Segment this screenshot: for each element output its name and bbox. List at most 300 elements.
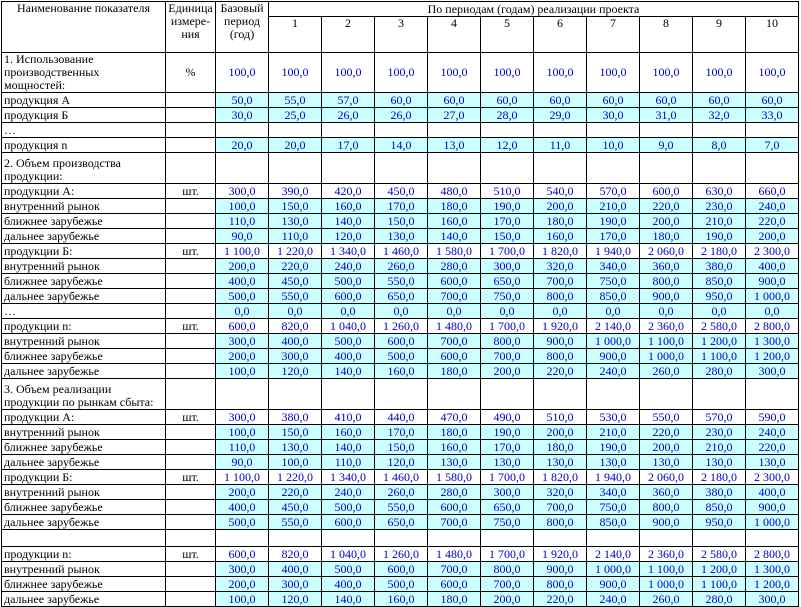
period-value-cell[interactable]: 600,0 bbox=[640, 184, 693, 199]
row-name-cell[interactable]: 2. Объем производства продукции: bbox=[2, 153, 166, 184]
period-value-cell[interactable] bbox=[693, 379, 746, 410]
period-value-cell[interactable]: 650,0 bbox=[481, 500, 534, 515]
period-value-cell[interactable]: 600,0 bbox=[428, 500, 481, 515]
period-value-cell[interactable]: 400,0 bbox=[269, 562, 322, 577]
period-value-cell[interactable]: 300,0 bbox=[481, 485, 534, 500]
period-value-cell[interactable]: 750,0 bbox=[481, 515, 534, 530]
period-value-cell[interactable]: 900,0 bbox=[534, 334, 587, 349]
period-value-cell[interactable]: 100,0 bbox=[322, 53, 375, 93]
row-name-cell[interactable]: внутренний рынок bbox=[2, 485, 166, 500]
period-value-cell[interactable] bbox=[746, 123, 799, 138]
period-value-cell[interactable]: 300,0 bbox=[269, 577, 322, 592]
period-value-cell[interactable]: 1 000,0 bbox=[640, 349, 693, 364]
period-value-cell[interactable]: 600,0 bbox=[428, 349, 481, 364]
base-value-cell[interactable]: 110,0 bbox=[216, 440, 269, 455]
period-value-cell[interactable]: 25,0 bbox=[269, 108, 322, 123]
period-value-cell[interactable]: 220,0 bbox=[640, 199, 693, 214]
period-value-cell[interactable]: 600,0 bbox=[375, 562, 428, 577]
row-unit-cell[interactable] bbox=[166, 274, 216, 289]
header-period-5[interactable]: 5 bbox=[481, 17, 534, 53]
period-value-cell[interactable]: 850,0 bbox=[587, 515, 640, 530]
period-value-cell[interactable]: 1 700,0 bbox=[481, 244, 534, 259]
row-name-cell[interactable]: ближнее зарубежье bbox=[2, 349, 166, 364]
base-value-cell[interactable]: 100,0 bbox=[216, 364, 269, 379]
period-value-cell[interactable]: 2 180,0 bbox=[693, 244, 746, 259]
row-name-cell[interactable]: продукции А: bbox=[2, 410, 166, 425]
period-value-cell[interactable]: 0,0 bbox=[481, 304, 534, 319]
period-value-cell[interactable]: 220,0 bbox=[746, 214, 799, 229]
period-value-cell[interactable]: 540,0 bbox=[534, 184, 587, 199]
base-value-cell[interactable]: 600,0 bbox=[216, 319, 269, 334]
row-name-cell[interactable]: продукции А: bbox=[2, 184, 166, 199]
period-value-cell[interactable]: 1 580,0 bbox=[428, 244, 481, 259]
period-value-cell[interactable]: 260,0 bbox=[640, 364, 693, 379]
period-value-cell[interactable]: 1 580,0 bbox=[428, 470, 481, 485]
base-value-cell[interactable]: 200,0 bbox=[216, 577, 269, 592]
row-unit-cell[interactable] bbox=[166, 138, 216, 153]
period-value-cell[interactable]: 8,0 bbox=[693, 138, 746, 153]
period-value-cell[interactable]: 2 140,0 bbox=[587, 319, 640, 334]
row-unit-cell[interactable] bbox=[166, 289, 216, 304]
period-value-cell[interactable]: 500,0 bbox=[375, 349, 428, 364]
period-value-cell[interactable]: 700,0 bbox=[428, 289, 481, 304]
period-value-cell[interactable]: 2 800,0 bbox=[746, 319, 799, 334]
row-name-cell[interactable]: дальнее зарубежье bbox=[2, 364, 166, 379]
base-value-cell[interactable]: 1 100,0 bbox=[216, 470, 269, 485]
period-value-cell[interactable] bbox=[322, 379, 375, 410]
period-value-cell[interactable] bbox=[587, 379, 640, 410]
period-value-cell[interactable]: 700,0 bbox=[428, 562, 481, 577]
period-value-cell[interactable]: 700,0 bbox=[534, 274, 587, 289]
base-value-cell[interactable]: 30,0 bbox=[216, 108, 269, 123]
period-value-cell[interactable]: 410,0 bbox=[322, 410, 375, 425]
period-value-cell[interactable]: 750,0 bbox=[587, 274, 640, 289]
period-value-cell[interactable]: 800,0 bbox=[640, 274, 693, 289]
period-value-cell[interactable]: 280,0 bbox=[428, 259, 481, 274]
period-value-cell[interactable]: 110,0 bbox=[269, 229, 322, 244]
period-value-cell[interactable]: 130,0 bbox=[534, 455, 587, 470]
period-value-cell[interactable]: 1 000,0 bbox=[746, 289, 799, 304]
period-value-cell[interactable]: 190,0 bbox=[587, 440, 640, 455]
period-value-cell[interactable]: 60,0 bbox=[428, 93, 481, 108]
row-unit-cell[interactable]: шт. bbox=[166, 547, 216, 562]
row-unit-cell[interactable] bbox=[166, 214, 216, 229]
period-value-cell[interactable]: 9,0 bbox=[640, 138, 693, 153]
period-value-cell[interactable] bbox=[534, 153, 587, 184]
row-unit-cell[interactable] bbox=[166, 379, 216, 410]
period-value-cell[interactable]: 320,0 bbox=[534, 259, 587, 274]
period-value-cell[interactable]: 210,0 bbox=[587, 425, 640, 440]
period-value-cell[interactable]: 440,0 bbox=[375, 410, 428, 425]
period-value-cell[interactable]: 160,0 bbox=[534, 229, 587, 244]
row-unit-cell[interactable] bbox=[166, 153, 216, 184]
period-value-cell[interactable]: 130,0 bbox=[269, 440, 322, 455]
period-value-cell[interactable]: 1 100,0 bbox=[693, 577, 746, 592]
period-value-cell[interactable]: 60,0 bbox=[587, 93, 640, 108]
period-value-cell[interactable]: 110,0 bbox=[322, 455, 375, 470]
period-value-cell[interactable]: 700,0 bbox=[534, 500, 587, 515]
period-value-cell[interactable] bbox=[693, 153, 746, 184]
header-period-6[interactable]: 6 bbox=[534, 17, 587, 53]
period-value-cell[interactable]: 2 060,0 bbox=[640, 470, 693, 485]
row-name-cell[interactable]: дальнее зарубежье bbox=[2, 515, 166, 530]
period-value-cell[interactable]: 32,0 bbox=[693, 108, 746, 123]
period-value-cell[interactable] bbox=[375, 153, 428, 184]
period-value-cell[interactable]: 200,0 bbox=[640, 440, 693, 455]
period-value-cell[interactable]: 300,0 bbox=[746, 592, 799, 607]
row-name-cell[interactable]: ближнее зарубежье bbox=[2, 214, 166, 229]
period-value-cell[interactable]: 900,0 bbox=[640, 515, 693, 530]
period-value-cell[interactable] bbox=[746, 153, 799, 184]
row-unit-cell[interactable] bbox=[166, 455, 216, 470]
period-value-cell[interactable]: 60,0 bbox=[746, 93, 799, 108]
period-value-cell[interactable]: 200,0 bbox=[746, 229, 799, 244]
base-value-cell[interactable]: 90,0 bbox=[216, 229, 269, 244]
period-value-cell[interactable]: 1 300,0 bbox=[746, 562, 799, 577]
period-value-cell[interactable]: 300,0 bbox=[746, 364, 799, 379]
period-value-cell[interactable]: 1 340,0 bbox=[322, 470, 375, 485]
period-value-cell[interactable]: 1 000,0 bbox=[640, 577, 693, 592]
period-value-cell[interactable]: 530,0 bbox=[587, 410, 640, 425]
row-unit-cell[interactable] bbox=[166, 592, 216, 607]
period-value-cell[interactable] bbox=[481, 379, 534, 410]
period-value-cell[interactable]: 220,0 bbox=[534, 592, 587, 607]
period-value-cell[interactable]: 100,0 bbox=[534, 53, 587, 93]
period-value-cell[interactable]: 850,0 bbox=[693, 274, 746, 289]
row-name-cell[interactable]: дальнее зарубежье bbox=[2, 229, 166, 244]
period-value-cell[interactable]: 1 100,0 bbox=[640, 334, 693, 349]
base-value-cell[interactable]: 500,0 bbox=[216, 289, 269, 304]
row-unit-cell[interactable] bbox=[166, 425, 216, 440]
header-period-2[interactable]: 2 bbox=[322, 17, 375, 53]
period-value-cell[interactable]: 800,0 bbox=[481, 562, 534, 577]
period-value-cell[interactable]: 200,0 bbox=[534, 199, 587, 214]
period-value-cell[interactable]: 130,0 bbox=[428, 455, 481, 470]
period-value-cell[interactable]: 800,0 bbox=[481, 334, 534, 349]
period-value-cell[interactable]: 100,0 bbox=[693, 53, 746, 93]
period-value-cell[interactable]: 360,0 bbox=[640, 485, 693, 500]
period-value-cell[interactable] bbox=[534, 123, 587, 138]
period-value-cell[interactable]: 650,0 bbox=[481, 274, 534, 289]
period-value-cell[interactable]: 600,0 bbox=[428, 577, 481, 592]
base-value-cell[interactable]: 50,0 bbox=[216, 93, 269, 108]
period-value-cell[interactable]: 11,0 bbox=[534, 138, 587, 153]
period-value-cell[interactable]: 26,0 bbox=[322, 108, 375, 123]
period-value-cell[interactable]: 140,0 bbox=[322, 592, 375, 607]
period-value-cell[interactable]: 470,0 bbox=[428, 410, 481, 425]
header-base-period[interactable]: Базовый период (год) bbox=[216, 2, 269, 53]
base-value-cell[interactable] bbox=[216, 530, 269, 547]
period-value-cell[interactable]: 220,0 bbox=[640, 425, 693, 440]
period-value-cell[interactable]: 660,0 bbox=[746, 184, 799, 199]
period-value-cell[interactable]: 230,0 bbox=[693, 199, 746, 214]
period-value-cell[interactable] bbox=[587, 530, 640, 547]
period-value-cell[interactable] bbox=[481, 153, 534, 184]
period-value-cell[interactable]: 0,0 bbox=[746, 304, 799, 319]
period-value-cell[interactable]: 180,0 bbox=[428, 592, 481, 607]
period-value-cell[interactable]: 170,0 bbox=[375, 199, 428, 214]
row-unit-cell[interactable] bbox=[166, 515, 216, 530]
row-name-cell[interactable]: продукции n: bbox=[2, 319, 166, 334]
period-value-cell[interactable]: 600,0 bbox=[322, 289, 375, 304]
period-value-cell[interactable] bbox=[428, 153, 481, 184]
period-value-cell[interactable] bbox=[746, 530, 799, 547]
period-value-cell[interactable]: 160,0 bbox=[375, 592, 428, 607]
period-value-cell[interactable]: 800,0 bbox=[534, 289, 587, 304]
row-unit-cell[interactable] bbox=[166, 562, 216, 577]
period-value-cell[interactable]: 260,0 bbox=[640, 592, 693, 607]
row-name-cell[interactable]: продукция Б bbox=[2, 108, 166, 123]
period-value-cell[interactable]: 60,0 bbox=[534, 93, 587, 108]
base-value-cell[interactable]: 200,0 bbox=[216, 349, 269, 364]
header-period-4[interactable]: 4 bbox=[428, 17, 481, 53]
period-value-cell[interactable]: 130,0 bbox=[693, 455, 746, 470]
base-value-cell[interactable]: 100,0 bbox=[216, 592, 269, 607]
period-value-cell[interactable]: 630,0 bbox=[693, 184, 746, 199]
base-value-cell[interactable]: 100,0 bbox=[216, 425, 269, 440]
period-value-cell[interactable]: 200,0 bbox=[640, 214, 693, 229]
period-value-cell[interactable]: 490,0 bbox=[481, 410, 534, 425]
base-value-cell[interactable]: 300,0 bbox=[216, 334, 269, 349]
row-name-cell[interactable]: продукции n: bbox=[2, 547, 166, 562]
period-value-cell[interactable] bbox=[534, 379, 587, 410]
period-value-cell[interactable]: 29,0 bbox=[534, 108, 587, 123]
period-value-cell[interactable]: 700,0 bbox=[481, 349, 534, 364]
period-value-cell[interactable]: 20,0 bbox=[269, 138, 322, 153]
base-value-cell[interactable] bbox=[216, 153, 269, 184]
period-value-cell[interactable]: 57,0 bbox=[322, 93, 375, 108]
period-value-cell[interactable]: 800,0 bbox=[534, 577, 587, 592]
period-value-cell[interactable]: 7,0 bbox=[746, 138, 799, 153]
period-value-cell[interactable]: 1 700,0 bbox=[481, 470, 534, 485]
period-value-cell[interactable]: 390,0 bbox=[269, 184, 322, 199]
period-value-cell[interactable]: 1 200,0 bbox=[693, 334, 746, 349]
period-value-cell[interactable]: 650,0 bbox=[375, 515, 428, 530]
period-value-cell[interactable]: 800,0 bbox=[534, 349, 587, 364]
period-value-cell[interactable]: 14,0 bbox=[375, 138, 428, 153]
period-value-cell[interactable]: 130,0 bbox=[746, 455, 799, 470]
period-value-cell[interactable]: 2 300,0 bbox=[746, 244, 799, 259]
period-value-cell[interactable]: 2 300,0 bbox=[746, 470, 799, 485]
base-value-cell[interactable]: 300,0 bbox=[216, 562, 269, 577]
row-unit-cell[interactable] bbox=[166, 485, 216, 500]
period-value-cell[interactable]: 60,0 bbox=[375, 93, 428, 108]
header-periods[interactable]: По периодам (годам) реализации проекта bbox=[269, 2, 799, 17]
row-name-cell[interactable]: внутренний рынок bbox=[2, 334, 166, 349]
period-value-cell[interactable]: 400,0 bbox=[746, 485, 799, 500]
period-value-cell[interactable]: 180,0 bbox=[640, 229, 693, 244]
row-unit-cell[interactable]: % bbox=[166, 53, 216, 93]
base-value-cell[interactable]: 1 100,0 bbox=[216, 244, 269, 259]
period-value-cell[interactable]: 33,0 bbox=[746, 108, 799, 123]
row-unit-cell[interactable]: шт. bbox=[166, 184, 216, 199]
period-value-cell[interactable]: 140,0 bbox=[322, 214, 375, 229]
row-name-cell[interactable]: дальнее зарубежье bbox=[2, 592, 166, 607]
period-value-cell[interactable]: 300,0 bbox=[481, 259, 534, 274]
period-value-cell[interactable]: 150,0 bbox=[375, 440, 428, 455]
period-value-cell[interactable]: 360,0 bbox=[640, 259, 693, 274]
period-value-cell[interactable] bbox=[375, 379, 428, 410]
period-value-cell[interactable]: 120,0 bbox=[375, 455, 428, 470]
period-value-cell[interactable]: 380,0 bbox=[693, 485, 746, 500]
period-value-cell[interactable]: 550,0 bbox=[375, 274, 428, 289]
period-value-cell[interactable]: 100,0 bbox=[269, 455, 322, 470]
period-value-cell[interactable]: 130,0 bbox=[587, 455, 640, 470]
period-value-cell[interactable]: 400,0 bbox=[269, 334, 322, 349]
period-value-cell[interactable]: 170,0 bbox=[481, 214, 534, 229]
period-value-cell[interactable]: 1 220,0 bbox=[269, 244, 322, 259]
period-value-cell[interactable]: 150,0 bbox=[269, 425, 322, 440]
period-value-cell[interactable]: 1 480,0 bbox=[428, 319, 481, 334]
base-value-cell[interactable]: 0,0 bbox=[216, 304, 269, 319]
period-value-cell[interactable]: 140,0 bbox=[322, 364, 375, 379]
row-unit-cell[interactable] bbox=[166, 349, 216, 364]
period-value-cell[interactable]: 13,0 bbox=[428, 138, 481, 153]
period-value-cell[interactable] bbox=[322, 123, 375, 138]
period-value-cell[interactable]: 280,0 bbox=[693, 364, 746, 379]
base-value-cell[interactable]: 500,0 bbox=[216, 515, 269, 530]
period-value-cell[interactable]: 60,0 bbox=[481, 93, 534, 108]
period-value-cell[interactable]: 140,0 bbox=[322, 440, 375, 455]
period-value-cell[interactable]: 0,0 bbox=[640, 304, 693, 319]
period-value-cell[interactable]: 300,0 bbox=[269, 349, 322, 364]
period-value-cell[interactable]: 220,0 bbox=[269, 485, 322, 500]
row-name-cell[interactable]: продукция n bbox=[2, 138, 166, 153]
period-value-cell[interactable]: 1 920,0 bbox=[534, 319, 587, 334]
period-value-cell[interactable]: 1 480,0 bbox=[428, 547, 481, 562]
period-value-cell[interactable]: 600,0 bbox=[428, 274, 481, 289]
row-name-cell[interactable]: внутренний рынок bbox=[2, 562, 166, 577]
period-value-cell[interactable]: 210,0 bbox=[587, 199, 640, 214]
period-value-cell[interactable]: 220,0 bbox=[746, 440, 799, 455]
period-value-cell[interactable]: 280,0 bbox=[693, 592, 746, 607]
period-value-cell[interactable]: 2 360,0 bbox=[640, 319, 693, 334]
period-value-cell[interactable]: 750,0 bbox=[587, 500, 640, 515]
row-unit-cell[interactable] bbox=[166, 530, 216, 547]
period-value-cell[interactable]: 190,0 bbox=[481, 199, 534, 214]
row-name-cell[interactable]: … bbox=[2, 123, 166, 138]
period-value-cell[interactable] bbox=[746, 379, 799, 410]
period-value-cell[interactable]: 2 180,0 bbox=[693, 470, 746, 485]
period-value-cell[interactable] bbox=[322, 530, 375, 547]
period-value-cell[interactable]: 210,0 bbox=[693, 214, 746, 229]
period-value-cell[interactable]: 500,0 bbox=[375, 577, 428, 592]
base-value-cell[interactable]: 100,0 bbox=[216, 53, 269, 93]
period-value-cell[interactable]: 450,0 bbox=[269, 274, 322, 289]
period-value-cell[interactable]: 400,0 bbox=[322, 577, 375, 592]
period-value-cell[interactable]: 160,0 bbox=[428, 214, 481, 229]
period-value-cell[interactable]: 150,0 bbox=[375, 214, 428, 229]
row-name-cell[interactable]: внутренний рынок bbox=[2, 259, 166, 274]
period-value-cell[interactable]: 210,0 bbox=[693, 440, 746, 455]
period-value-cell[interactable]: 600,0 bbox=[375, 334, 428, 349]
period-value-cell[interactable]: 2 800,0 bbox=[746, 547, 799, 562]
period-value-cell[interactable]: 400,0 bbox=[322, 349, 375, 364]
row-name-cell[interactable]: продукции Б: bbox=[2, 470, 166, 485]
period-value-cell[interactable]: 1 460,0 bbox=[375, 244, 428, 259]
period-value-cell[interactable] bbox=[640, 123, 693, 138]
period-value-cell[interactable]: 2 360,0 bbox=[640, 547, 693, 562]
period-value-cell[interactable]: 750,0 bbox=[481, 289, 534, 304]
period-value-cell[interactable]: 1 200,0 bbox=[746, 349, 799, 364]
period-value-cell[interactable]: 180,0 bbox=[428, 364, 481, 379]
row-unit-cell[interactable] bbox=[166, 259, 216, 274]
period-value-cell[interactable]: 1 040,0 bbox=[322, 319, 375, 334]
header-period-7[interactable]: 7 bbox=[587, 17, 640, 53]
period-value-cell[interactable]: 500,0 bbox=[322, 274, 375, 289]
row-unit-cell[interactable] bbox=[166, 123, 216, 138]
period-value-cell[interactable]: 130,0 bbox=[640, 455, 693, 470]
period-value-cell[interactable]: 30,0 bbox=[587, 108, 640, 123]
period-value-cell[interactable]: 1 820,0 bbox=[534, 244, 587, 259]
period-value-cell[interactable]: 900,0 bbox=[640, 289, 693, 304]
period-value-cell[interactable]: 100,0 bbox=[375, 53, 428, 93]
period-value-cell[interactable]: 120,0 bbox=[269, 592, 322, 607]
base-value-cell[interactable]: 20,0 bbox=[216, 138, 269, 153]
period-value-cell[interactable] bbox=[375, 530, 428, 547]
period-value-cell[interactable]: 600,0 bbox=[322, 515, 375, 530]
row-name-cell[interactable]: … bbox=[2, 304, 166, 319]
period-value-cell[interactable]: 950,0 bbox=[693, 289, 746, 304]
period-value-cell[interactable]: 480,0 bbox=[428, 184, 481, 199]
period-value-cell[interactable] bbox=[693, 123, 746, 138]
period-value-cell[interactable]: 340,0 bbox=[587, 259, 640, 274]
period-value-cell[interactable]: 160,0 bbox=[322, 425, 375, 440]
period-value-cell[interactable]: 240,0 bbox=[746, 425, 799, 440]
period-value-cell[interactable]: 100,0 bbox=[481, 53, 534, 93]
row-unit-cell[interactable] bbox=[166, 199, 216, 214]
period-value-cell[interactable]: 0,0 bbox=[428, 304, 481, 319]
row-unit-cell[interactable] bbox=[166, 334, 216, 349]
period-value-cell[interactable]: 510,0 bbox=[534, 410, 587, 425]
period-value-cell[interactable]: 320,0 bbox=[534, 485, 587, 500]
period-value-cell[interactable]: 820,0 bbox=[269, 319, 322, 334]
period-value-cell[interactable]: 100,0 bbox=[587, 53, 640, 93]
period-value-cell[interactable]: 1 000,0 bbox=[746, 515, 799, 530]
period-value-cell[interactable]: 260,0 bbox=[375, 485, 428, 500]
row-unit-cell[interactable]: шт. bbox=[166, 470, 216, 485]
period-value-cell[interactable]: 26,0 bbox=[375, 108, 428, 123]
header-period-8[interactable]: 8 bbox=[640, 17, 693, 53]
period-value-cell[interactable]: 280,0 bbox=[428, 485, 481, 500]
period-value-cell[interactable]: 900,0 bbox=[746, 274, 799, 289]
period-value-cell[interactable]: 1 260,0 bbox=[375, 547, 428, 562]
period-value-cell[interactable]: 1 940,0 bbox=[587, 470, 640, 485]
period-value-cell[interactable]: 1 340,0 bbox=[322, 244, 375, 259]
period-value-cell[interactable]: 570,0 bbox=[587, 184, 640, 199]
period-value-cell[interactable]: 1 000,0 bbox=[587, 334, 640, 349]
period-value-cell[interactable]: 1 040,0 bbox=[322, 547, 375, 562]
period-value-cell[interactable]: 31,0 bbox=[640, 108, 693, 123]
period-value-cell[interactable]: 650,0 bbox=[375, 289, 428, 304]
period-value-cell[interactable]: 800,0 bbox=[534, 515, 587, 530]
period-value-cell[interactable]: 800,0 bbox=[640, 500, 693, 515]
period-value-cell[interactable]: 260,0 bbox=[375, 259, 428, 274]
period-value-cell[interactable] bbox=[428, 123, 481, 138]
period-value-cell[interactable]: 160,0 bbox=[322, 199, 375, 214]
period-value-cell[interactable]: 10,0 bbox=[587, 138, 640, 153]
row-unit-cell[interactable] bbox=[166, 440, 216, 455]
base-value-cell[interactable]: 200,0 bbox=[216, 485, 269, 500]
period-value-cell[interactable] bbox=[375, 123, 428, 138]
period-value-cell[interactable] bbox=[587, 153, 640, 184]
period-value-cell[interactable]: 190,0 bbox=[693, 229, 746, 244]
period-value-cell[interactable]: 420,0 bbox=[322, 184, 375, 199]
row-unit-cell[interactable]: шт. bbox=[166, 410, 216, 425]
period-value-cell[interactable]: 2 140,0 bbox=[587, 547, 640, 562]
period-value-cell[interactable]: 450,0 bbox=[269, 500, 322, 515]
period-value-cell[interactable]: 240,0 bbox=[322, 485, 375, 500]
